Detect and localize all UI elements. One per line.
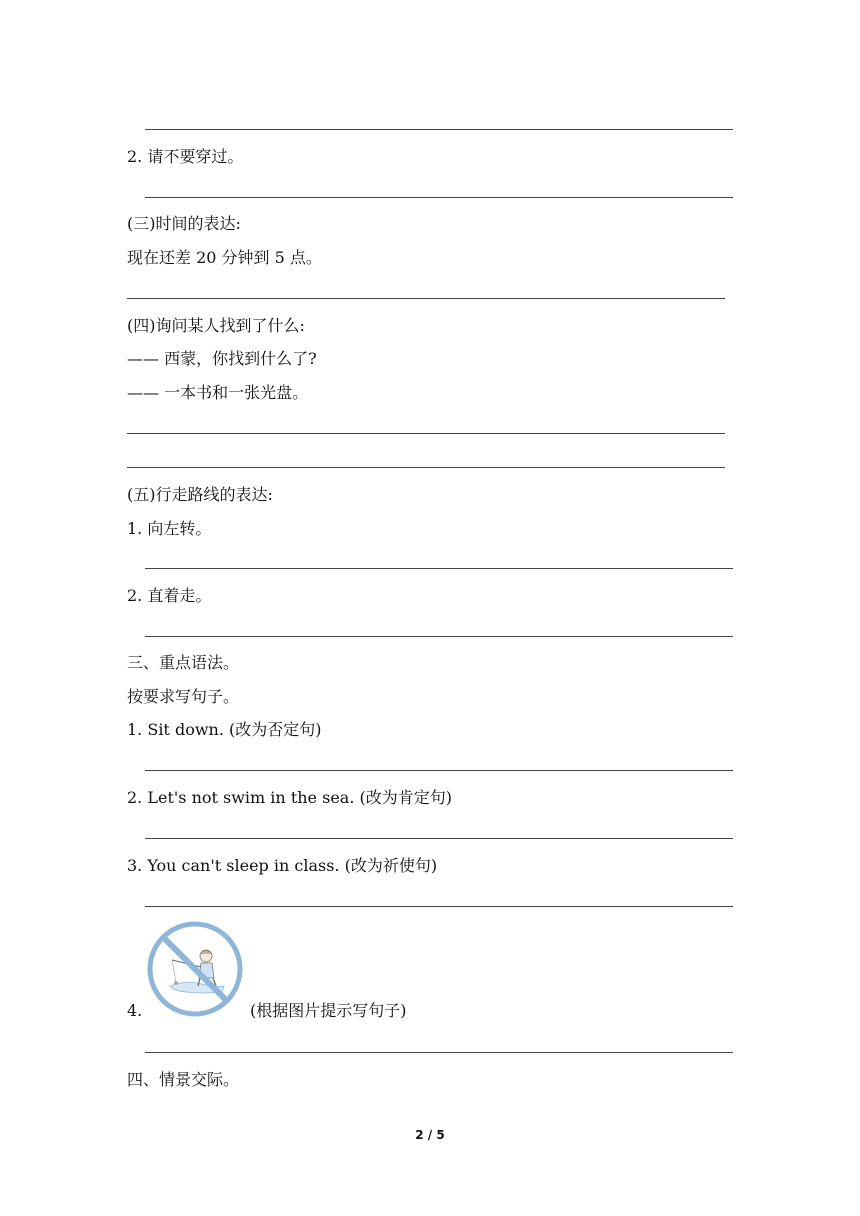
section3-prompt: 现在还差 20 分钟到 5 点。 xyxy=(127,248,322,267)
answer-line[interactable] xyxy=(127,433,725,434)
answer-line[interactable] xyxy=(145,906,733,907)
section5-item2: 2. 直着走。 xyxy=(127,586,212,605)
section3-heading: (三)时间的表达: xyxy=(127,214,241,233)
part3-q2: 2. Let's not swim in the sea. (改为肯定句) xyxy=(127,788,452,807)
answer-line[interactable] xyxy=(145,197,733,198)
part3-instruction: 按要求写句子。 xyxy=(127,687,240,706)
answer-line[interactable] xyxy=(145,838,733,839)
answer-line[interactable] xyxy=(145,770,733,771)
part3-q4-number: 4. xyxy=(127,1001,143,1020)
answer-line[interactable] xyxy=(127,298,725,299)
page-number: 2 / 5 xyxy=(415,1128,445,1142)
answer-line[interactable] xyxy=(145,1052,733,1053)
section5-heading: (五)行走路线的表达: xyxy=(127,485,273,504)
part3-heading: 三、重点语法。 xyxy=(127,653,240,672)
part3-q4-hint: (根据图片提示写句子) xyxy=(250,1001,407,1020)
section5-item1: 1. 向左转。 xyxy=(127,519,212,538)
no-fishing-sign-icon xyxy=(146,920,244,1018)
answer-line[interactable] xyxy=(145,568,733,569)
section2-item2: 2. 请不要穿过。 xyxy=(127,147,244,166)
part3-q1: 1. Sit down. (改为否定句) xyxy=(127,720,322,739)
section4-heading: (四)询问某人找到了什么: xyxy=(127,316,305,335)
answer-line[interactable] xyxy=(145,129,733,130)
section4-dialog-line2: —— 一本书和一张光盘。 xyxy=(127,383,309,402)
part4-heading: 四、情景交际。 xyxy=(127,1070,240,1089)
section4-dialog-line1: —— 西蒙，你找到什么了? xyxy=(127,349,317,368)
answer-line[interactable] xyxy=(145,636,733,637)
part3-q3: 3. You can't sleep in class. (改为祈使句) xyxy=(127,856,438,875)
answer-line[interactable] xyxy=(127,467,725,468)
